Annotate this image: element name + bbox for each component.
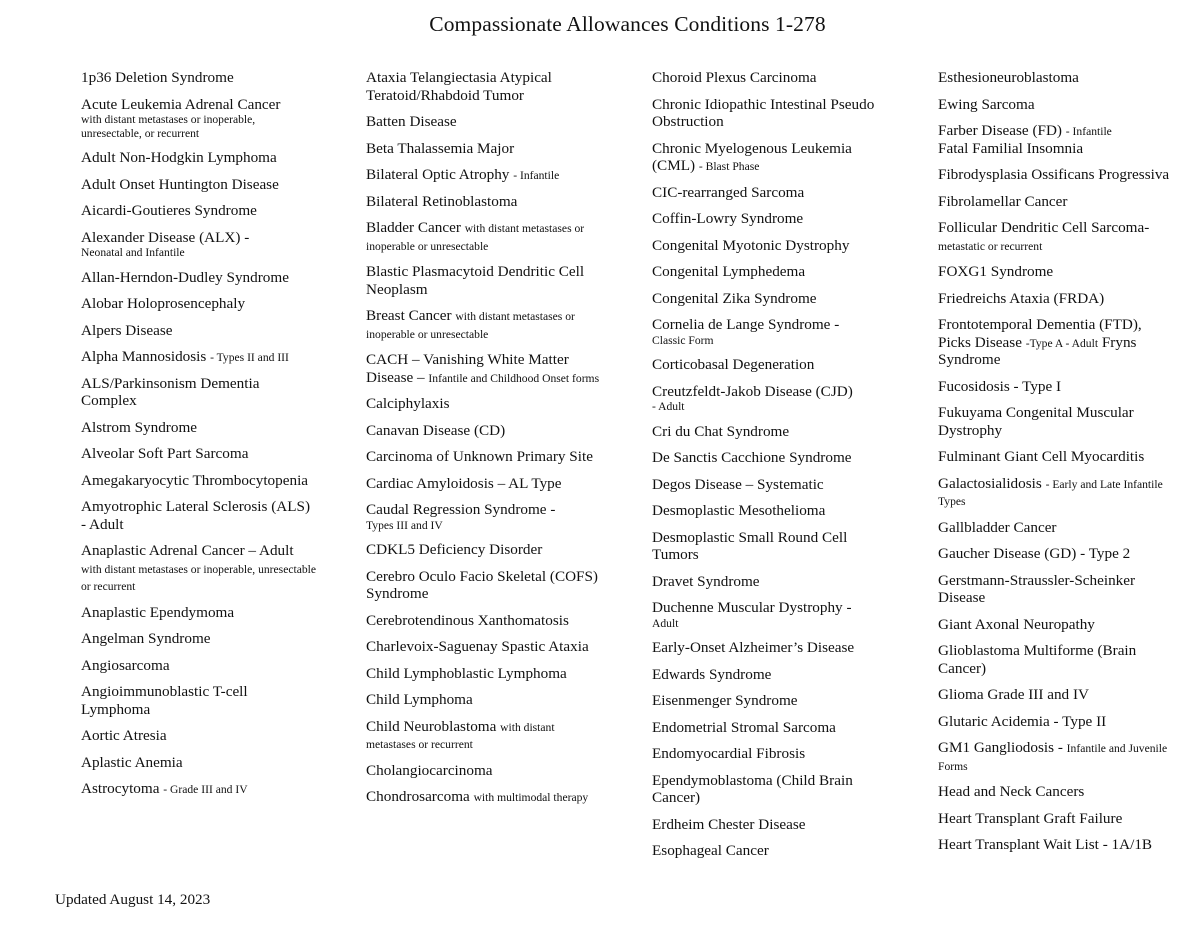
document-title: Compassionate Allowances Conditions 1-278 (429, 12, 826, 36)
condition-name: Child Lymphoma (366, 691, 473, 708)
condition-name: Acute Leukemia Adrenal Cancer (81, 95, 281, 113)
condition-item (652, 719, 888, 737)
condition-qualifier: with distant metastases or inoperable, unresectable, or recurrent (81, 113, 256, 140)
condition-item (366, 166, 602, 184)
condition-qualifier: Classic Form (652, 333, 714, 347)
condition-name: Galactosialidosis (938, 474, 1042, 492)
condition-item (81, 657, 317, 675)
condition-name: Coffin-Lowry Syndrome (652, 210, 804, 227)
condition-name: Corticobasal Degeneration (652, 356, 815, 373)
condition-item (652, 745, 888, 763)
condition-name: Cri du Chat Syndrome (652, 422, 790, 440)
condition-item (366, 395, 602, 413)
condition-item (938, 836, 1174, 854)
condition-name: Cholangiocarcinoma (366, 761, 493, 779)
condition-item (652, 356, 888, 374)
condition-item (652, 529, 888, 564)
condition-item (81, 727, 317, 745)
condition-item (938, 122, 1174, 140)
condition-name: Cardiac Amyloidosis – AL Type (366, 474, 562, 492)
condition-name: Glioblastoma Multiforme (Brain Cancer) (938, 642, 1137, 677)
condition-item (81, 348, 317, 366)
condition-name: Friedreichs Ataxia (FRDA) (938, 289, 1105, 307)
condition-name: Chondrosarcoma (366, 788, 470, 805)
condition-item (652, 692, 888, 710)
condition-name: Alveolar Soft Part Sarcoma (81, 445, 249, 462)
condition-name: Anaplastic Adrenal Cancer – Adult (81, 542, 294, 559)
condition-name: Heart Transplant Graft Failure (938, 809, 1123, 827)
condition-name: Fryns Syndrome (938, 333, 1137, 368)
condition-item (366, 422, 602, 440)
updated-date: Updated August 14, 2023 (55, 891, 211, 908)
condition-item (652, 573, 888, 591)
condition-name: Congenital Myotonic Dystrophy (652, 236, 850, 254)
condition-item (652, 290, 888, 308)
condition-name: Bilateral Optic Atrophy (366, 166, 510, 183)
condition-item (81, 683, 317, 718)
condition-item (81, 375, 317, 410)
condition-name: Glioma Grade III and IV (938, 686, 1089, 703)
condition-item (652, 666, 888, 684)
condition-name: GM1 Gangliodosis - (938, 739, 1063, 756)
condition-name: Child Neuroblastoma (366, 717, 497, 735)
condition-item (81, 445, 317, 463)
condition-item (366, 219, 602, 254)
condition-name: 1p36 Deletion Syndrome (81, 69, 234, 86)
condition-item (81, 322, 317, 340)
condition-name: Fibrodysplasia Ossificans Progressiva (938, 166, 1170, 183)
condition-item (366, 351, 602, 386)
condition-item (366, 691, 602, 709)
condition-name: Ependymoblastoma (Child Brain Cancer) (652, 771, 853, 806)
condition-name: Gerstmann-Straussler-Scheinker Disease (938, 571, 1136, 606)
condition-item (938, 69, 1174, 87)
condition-name: Anaplastic Ependymoma (81, 603, 235, 621)
condition-item (652, 263, 888, 281)
condition-item (366, 665, 602, 683)
condition-name: Gallbladder Cancer (938, 518, 1057, 536)
conditions-column-3 (652, 69, 888, 869)
condition-name: Carcinoma of Unknown Primary Site (366, 448, 593, 465)
condition-item (366, 541, 602, 559)
condition-item (366, 568, 602, 603)
condition-item (366, 69, 602, 104)
condition-name: Adult Onset Huntington Disease (81, 175, 279, 193)
condition-item (81, 295, 317, 313)
condition-item (938, 193, 1174, 211)
conditions-column-4 (938, 69, 1174, 863)
condition-qualifier: - Infantile (1065, 125, 1112, 138)
condition-item (652, 184, 888, 202)
condition-qualifier: - Adult (652, 400, 685, 413)
condition-item (938, 642, 1174, 677)
condition-item (938, 616, 1174, 634)
condition-name: Erdheim Chester Disease (652, 815, 806, 833)
condition-name: Endomyocardial Fibrosis (652, 745, 806, 762)
condition-name: Fulminant Giant Cell Myocarditis (938, 448, 1145, 465)
condition-item (938, 290, 1174, 308)
condition-item (366, 501, 602, 532)
condition-name: De Sanctis Cacchione Syndrome (652, 449, 852, 466)
condition-name: Degos Disease – Systematic (652, 475, 824, 493)
condition-name: Angelman Syndrome (81, 630, 211, 647)
condition-name: CACH – Vanishing White Matter Disease – (366, 351, 569, 386)
condition-item (366, 475, 602, 493)
condition-item (938, 263, 1174, 281)
condition-item (938, 810, 1174, 828)
condition-name: Alobar Holoprosencephaly (81, 295, 246, 312)
condition-name: Cerebro Oculo Facio Skeletal (COFS) Syndrome (366, 567, 598, 602)
condition-name: FOXG1 Syndrome (938, 263, 1054, 280)
condition-item (938, 783, 1174, 801)
condition-name: Cerebrotendinous Xanthomatosis (366, 611, 569, 629)
condition-item (652, 69, 888, 87)
condition-qualifier: -Type A - Adult (1025, 336, 1099, 350)
condition-name: Batten Disease (366, 113, 457, 130)
condition-name: Desmoplastic Mesothelioma (652, 502, 826, 519)
condition-item (81, 419, 317, 437)
condition-item (81, 269, 317, 287)
condition-qualifier: - Types II and III (210, 351, 289, 364)
condition-item (652, 639, 888, 657)
condition-item (652, 383, 888, 414)
condition-name: CDKL5 Deficiency Disorder (366, 541, 543, 558)
condition-name: Gaucher Disease (GD) - Type 2 (938, 545, 1131, 562)
condition-name: Eisenmenger Syndrome (652, 692, 798, 709)
condition-item (366, 612, 602, 630)
condition-name: Fukuyama Congenital Muscular Dystrophy (938, 404, 1134, 439)
condition-item (81, 604, 317, 622)
condition-item (81, 96, 317, 141)
condition-item (652, 210, 888, 228)
condition-name: Early-Onset Alzheimer’s Disease (652, 639, 855, 656)
condition-item (938, 739, 1174, 774)
condition-name: Ataxia Telangiectasia Atypical Teratoid/Rhabdoid Tumor (366, 69, 552, 104)
condition-item (652, 816, 888, 834)
condition-name: Farber Disease (FD) (938, 122, 1062, 139)
condition-name: Duchenne Muscular Dystrophy - (652, 599, 852, 616)
condition-item (938, 166, 1174, 184)
condition-name: Bladder Cancer (366, 219, 461, 236)
condition-item (81, 498, 317, 533)
condition-item (366, 762, 602, 780)
condition-qualifier: Infantile and Juvenile Forms (938, 742, 1168, 773)
condition-item (938, 545, 1174, 563)
condition-item (652, 476, 888, 494)
condition-name: Chronic Myelogenous Leukemia (CML) (652, 139, 852, 174)
condition-name: Giant Axonal Neuropathy (938, 615, 1095, 633)
condition-qualifier: with distant metastases or inoperable or unresectable (366, 222, 585, 253)
condition-name: Angioimmunoblastic T-cell Lymphoma (81, 683, 248, 718)
condition-item (652, 316, 888, 347)
condition-name: Congenital Zika Syndrome (652, 289, 817, 307)
condition-name: Cornelia de Lange Syndrome - (652, 316, 840, 333)
condition-item (652, 140, 888, 175)
condition-item (366, 307, 602, 342)
condition-item (366, 448, 602, 466)
condition-name: Fibrolamellar Cancer (938, 192, 1068, 210)
condition-name: Bilateral Retinoblastoma (366, 192, 518, 210)
condition-name: Esthesioneuroblastoma (938, 69, 1079, 86)
condition-item (81, 630, 317, 648)
condition-name: Endometrial Stromal Sarcoma (652, 718, 836, 736)
condition-item (366, 718, 602, 753)
condition-name: Caudal Regression Syndrome - (366, 501, 556, 518)
condition-qualifier: - Grade III and IV (163, 783, 248, 796)
condition-item (366, 113, 602, 131)
condition-item (652, 237, 888, 255)
condition-item (366, 638, 602, 656)
condition-item (938, 475, 1174, 510)
condition-item (938, 519, 1174, 537)
condition-item (938, 316, 1174, 369)
condition-item (652, 449, 888, 467)
condition-item (652, 96, 888, 131)
condition-name: Head and Neck Cancers (938, 783, 1085, 800)
condition-name: Calciphylaxis (366, 395, 450, 412)
condition-name: Desmoplastic Small Round Cell Tumors (652, 528, 848, 563)
condition-qualifier: - Blast Phase (698, 160, 760, 173)
condition-name: Ewing Sarcoma (938, 95, 1035, 113)
condition-name: Adult Non-Hodgkin Lymphoma (81, 149, 277, 166)
condition-item (81, 780, 317, 798)
condition-item (366, 263, 602, 298)
condition-qualifier: Types III and IV (366, 518, 443, 532)
condition-name: Follicular Dendritic Cell Sarcoma- (938, 219, 1150, 236)
condition-item (81, 69, 317, 87)
condition-name: Frontotemporal Dementia (FTD), Picks Disease (938, 316, 1142, 351)
condition-name: Heart Transplant Wait List - 1A/1B (938, 836, 1153, 853)
condition-name: ALS/Parkinsonism Dementia Complex (81, 374, 260, 409)
condition-name: CIC-rearranged Sarcoma (652, 183, 805, 201)
condition-name: Congenital Lymphedema (652, 263, 806, 280)
condition-name: Child Lymphoblastic Lymphoma (366, 664, 567, 682)
condition-item (366, 788, 602, 806)
condition-name: Aicardi-Goutieres Syndrome (81, 202, 257, 219)
condition-name: Fatal Familial Insomnia (938, 139, 1084, 157)
condition-qualifier: Infantile and Childhood Onset forms (428, 371, 600, 385)
condition-qualifier: metastatic or recurrent (938, 239, 1043, 253)
condition-name: Aortic Atresia (81, 727, 167, 744)
condition-name: Angiosarcoma (81, 656, 170, 674)
condition-item (938, 404, 1174, 439)
condition-name: Blastic Plasmacytoid Dendritic Cell Neoplasm (366, 263, 585, 298)
condition-item (652, 772, 888, 807)
condition-item (652, 842, 888, 860)
condition-name: Amegakaryocytic Thrombocytopenia (81, 471, 309, 489)
condition-item (81, 542, 317, 595)
condition-qualifier: Adult (652, 616, 679, 630)
conditions-column-1 (81, 69, 317, 807)
condition-name: Chronic Idiopathic Intestinal Pseudo Obstruction (652, 95, 875, 130)
condition-name: Alpers Disease (81, 321, 173, 339)
condition-name: Creutzfeldt-Jakob Disease (CJD) (652, 382, 853, 400)
condition-name: Alpha Mannosidosis (81, 348, 207, 365)
condition-qualifier: with multimodal therapy (473, 791, 589, 804)
condition-item (81, 202, 317, 220)
condition-name: Aplastic Anemia (81, 753, 183, 771)
condition-name: Alexander Disease (ALX) - (81, 228, 250, 246)
condition-qualifier: Neonatal and Infantile (81, 246, 185, 259)
condition-item (366, 193, 602, 211)
condition-item (652, 423, 888, 441)
condition-item (81, 229, 317, 260)
condition-name: Beta Thalassemia Major (366, 139, 515, 157)
condition-item (938, 572, 1174, 607)
condition-name: Edwards Syndrome (652, 665, 772, 683)
condition-name: Charlevoix-Saguenay Spastic Ataxia (366, 638, 589, 655)
condition-item (652, 599, 888, 630)
condition-item (938, 219, 1174, 254)
condition-item (81, 149, 317, 167)
condition-item (81, 176, 317, 194)
condition-item (938, 140, 1174, 158)
condition-item (938, 448, 1174, 466)
condition-name: Fucosidosis - Type I (938, 377, 1062, 395)
condition-item (81, 754, 317, 772)
condition-qualifier: - Early and Late Infantile Types (938, 477, 1163, 508)
condition-name: Esophageal Cancer (652, 842, 769, 859)
condition-qualifier: with distant metastases or inoperable or unresectable (366, 310, 575, 341)
condition-item (81, 472, 317, 490)
condition-item (652, 502, 888, 520)
condition-name: Alstrom Syndrome (81, 418, 198, 436)
condition-item (938, 686, 1174, 704)
condition-name: Glutaric Acidemia - Type II (938, 712, 1107, 730)
condition-name: Allan-Herndon-Dudley Syndrome (81, 268, 289, 286)
condition-item (938, 96, 1174, 114)
condition-item (366, 140, 602, 158)
condition-name: Amyotrophic Lateral Sclerosis (ALS) - Adult (81, 498, 311, 533)
condition-name: Astrocytoma (81, 780, 160, 797)
condition-item (938, 378, 1174, 396)
condition-name: Choroid Plexus Carcinoma (652, 69, 817, 86)
conditions-column-2 (366, 69, 602, 815)
condition-name: Canavan Disease (CD) (366, 421, 506, 439)
condition-name: Breast Cancer (366, 307, 452, 324)
condition-qualifier: with distant metastases or recurrent (366, 720, 555, 751)
condition-item (938, 713, 1174, 731)
condition-qualifier: - Infantile (513, 169, 560, 182)
condition-name: Dravet Syndrome (652, 572, 760, 590)
condition-qualifier: with distant metastases or inoperable, unresectable or recurrent (81, 562, 317, 593)
